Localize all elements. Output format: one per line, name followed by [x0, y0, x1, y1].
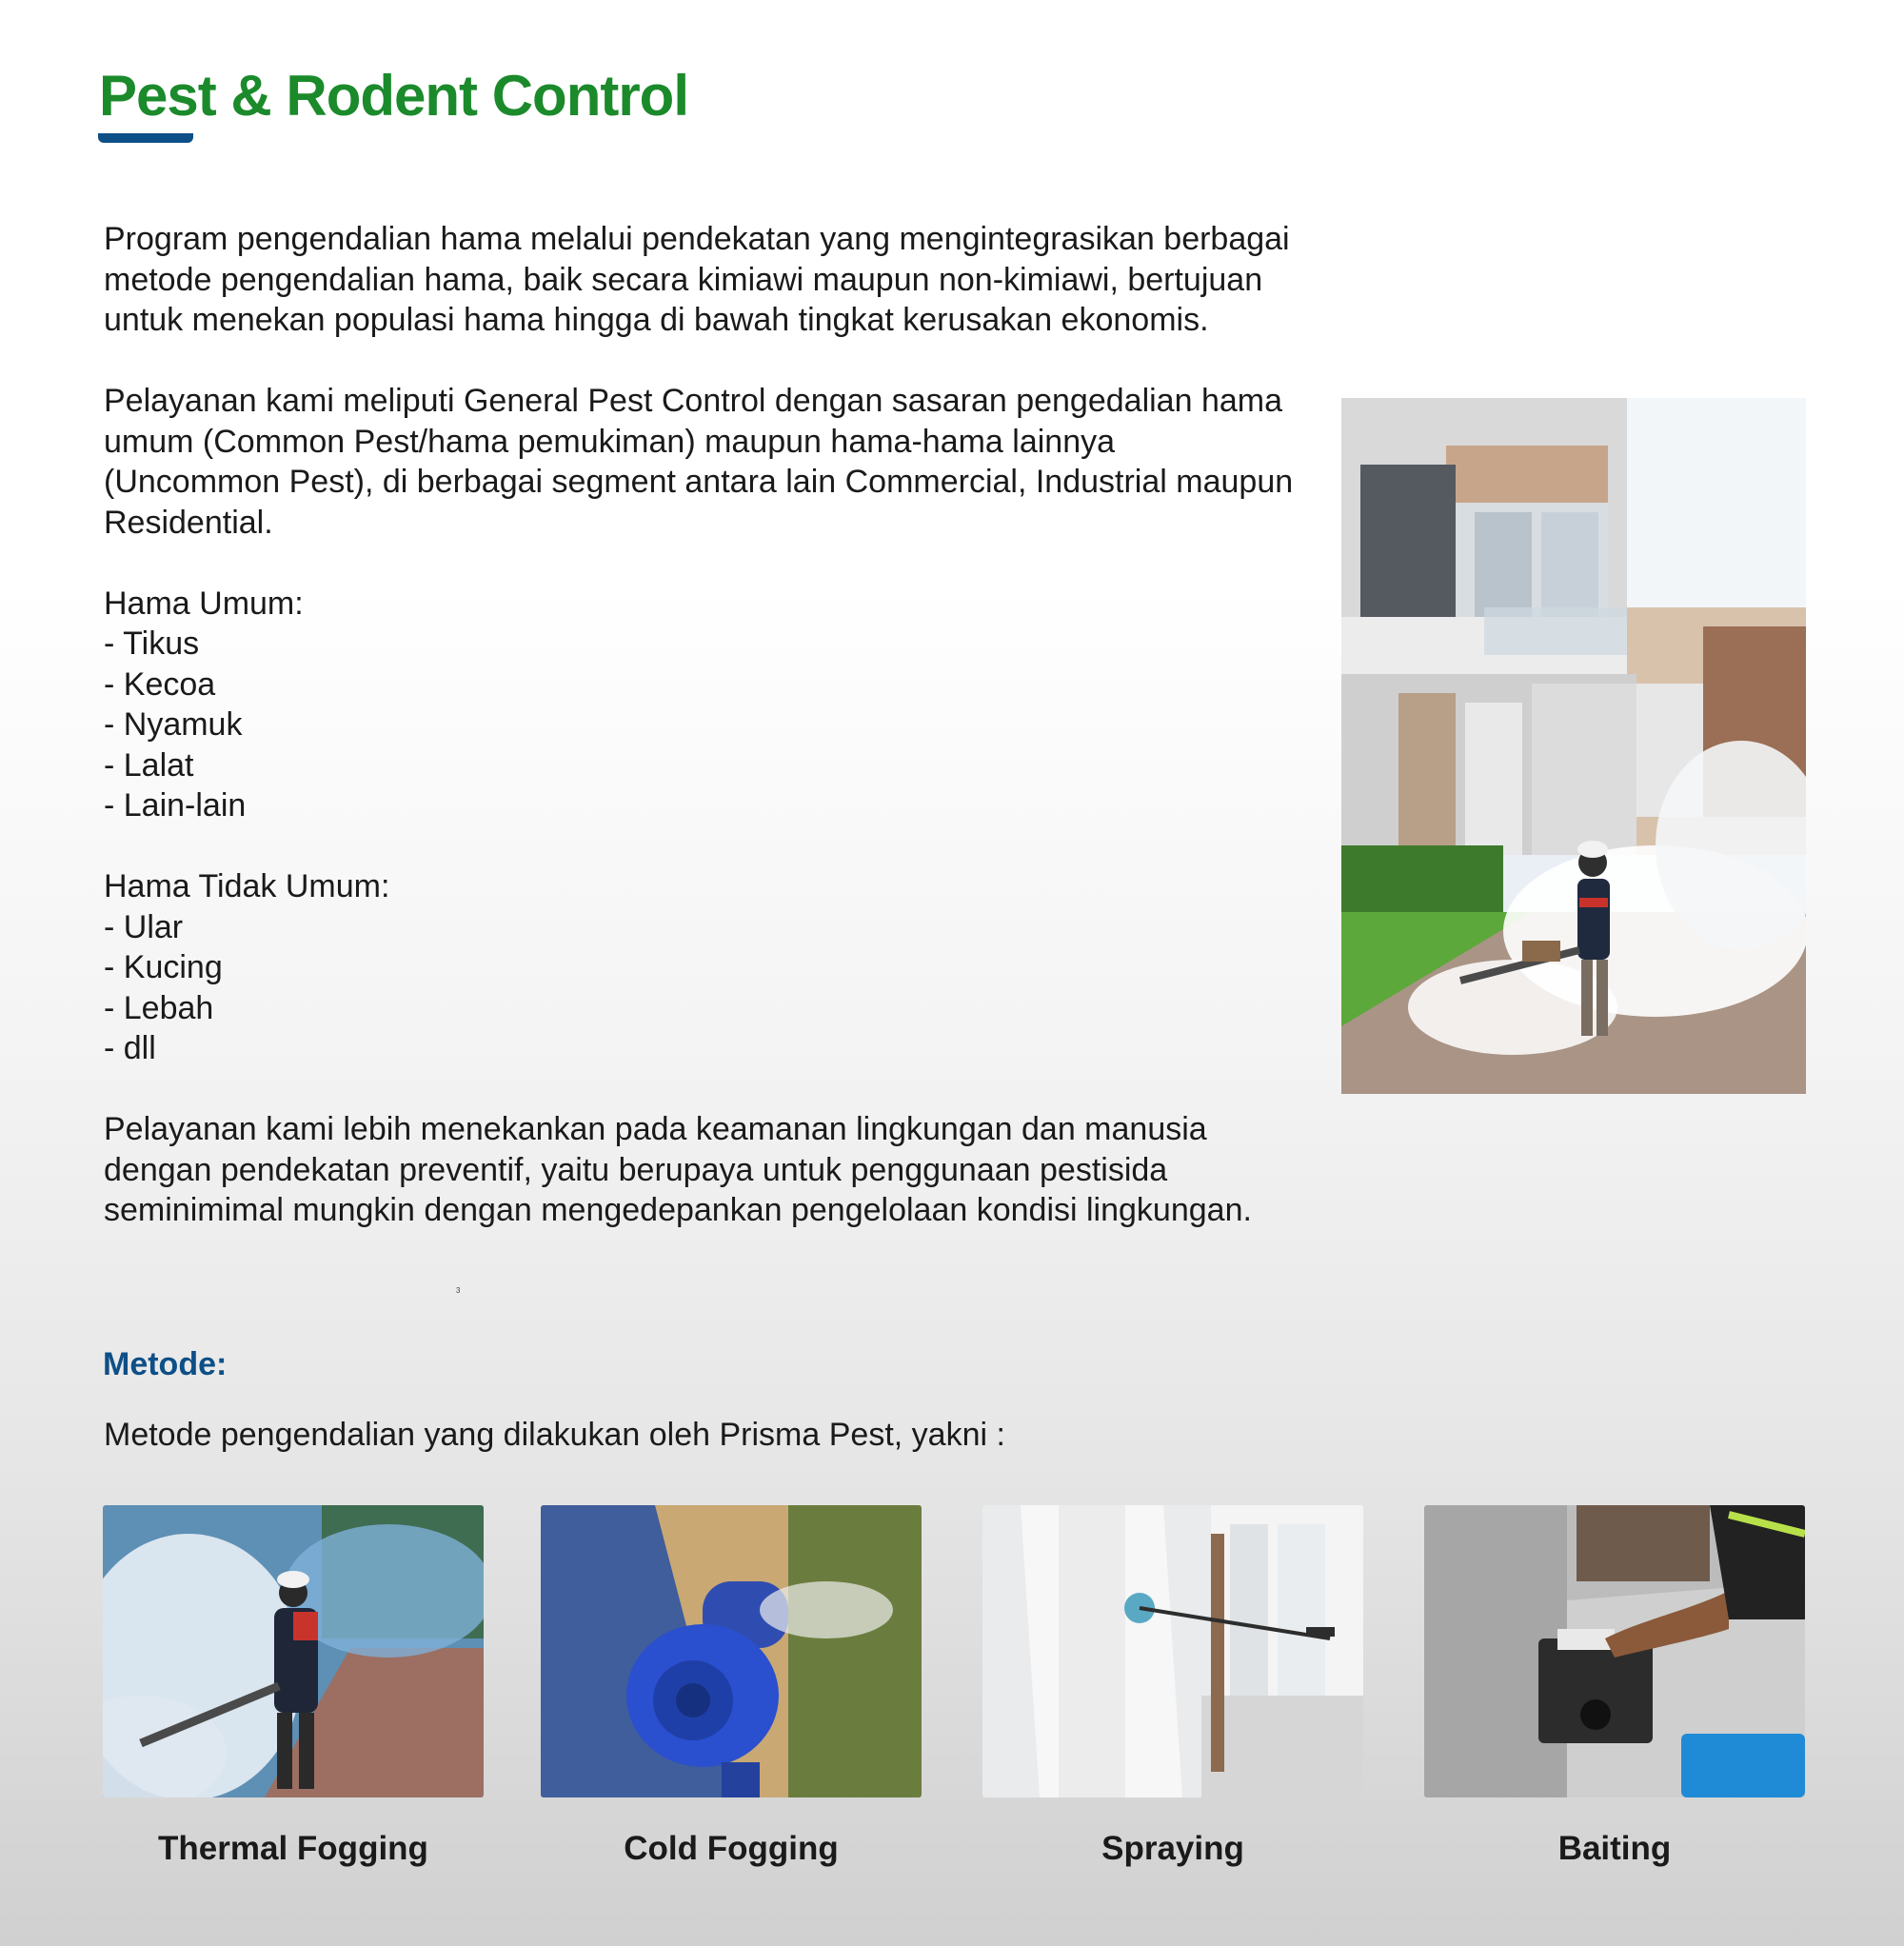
list-item: - Kucing	[104, 949, 223, 985]
method-label: Cold Fogging	[624, 1830, 839, 1867]
spraying-photo	[982, 1505, 1363, 1797]
method-label: Spraying	[1101, 1830, 1244, 1867]
method-label: Baiting	[1557, 1830, 1672, 1867]
method-card-cold-fogging	[541, 1505, 922, 1868]
common-pests-list	[104, 624, 1294, 826]
list-item: - Tikus	[104, 626, 200, 662]
closing-paragraph: Pelayanan kami lebih menekankan pada keamanan lingkungan dan manusia dengan pendekatan preventif, yaitu berupaya untuk penggunaan pestisida seminimimal mungkin dengan mengedepankan pengelolaan kondisi lingkungan.	[104, 1111, 1252, 1228]
hero-photo-fogging-house	[1341, 398, 1806, 1094]
page-title: Pest & Rodent Control	[99, 64, 688, 128]
title-underline	[98, 133, 193, 143]
cold-fogging-photo	[541, 1505, 922, 1797]
intro-paragraph-1: Program pengendalian hama melalui pendekatan yang mengintegrasikan berbagai metode pengendalian hama, baik secara kimiawi maupun non-kimiawi, bertujuan untuk menekan populasi hama hingga di bawah tingkat kerusakan ekonomis.	[104, 221, 1290, 338]
uncommon-pests-heading: Hama Tidak Umum:	[104, 868, 390, 904]
method-card-spraying	[982, 1505, 1363, 1868]
common-pests-heading: Hama Umum:	[104, 585, 304, 622]
list-item: - Lebah	[104, 989, 214, 1026]
list-item: - Ular	[104, 908, 184, 945]
list-item: - Nyamuk	[104, 706, 243, 743]
list-item: - Kecoa	[104, 665, 216, 703]
method-label: Thermal Fogging	[158, 1830, 428, 1867]
main-content	[104, 219, 1294, 1271]
thermal-fogging-photo	[103, 1505, 484, 1797]
intro-paragraph-2: Pelayanan kami meliputi General Pest Control dengan sasaran pengedalian hama umum (Common Pest/hama pemukiman) maupun hama-hama lainnya (Uncommon Pest), di berbagai segment antara lain Commercial, Industrial maupun Residential.	[104, 383, 1294, 541]
methods-title: Metode:	[103, 1346, 228, 1382]
method-card-baiting	[1424, 1505, 1805, 1868]
uncommon-pests-list	[104, 907, 1294, 1069]
list-item: - dll	[104, 1030, 156, 1066]
baiting-photo	[1424, 1505, 1805, 1797]
list-item: - Lalat	[104, 746, 194, 784]
list-item: - Lain-lain	[104, 787, 247, 824]
methods-intro: Metode pengendalian yang dilakukan oleh Prisma Pest, yakni :	[104, 1417, 1005, 1453]
footnote-mark: 3	[456, 1286, 461, 1295]
method-card-thermal-fogging	[103, 1505, 484, 1868]
